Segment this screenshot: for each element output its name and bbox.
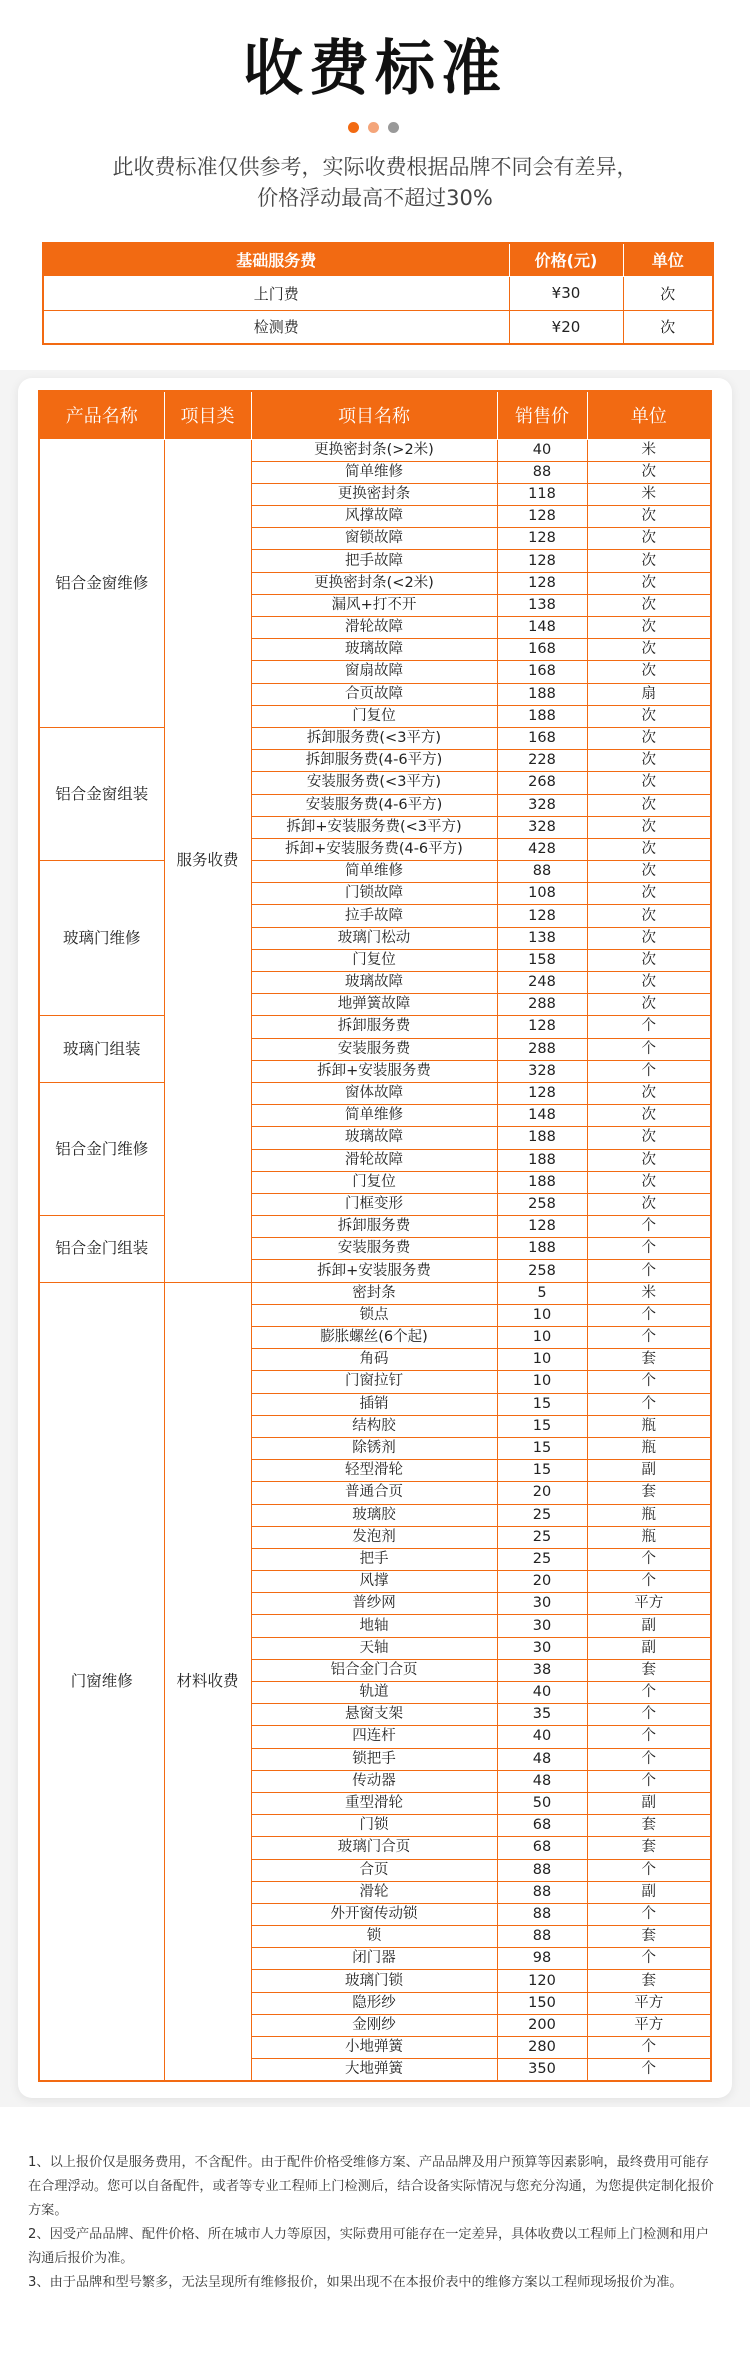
- item-name-cell: 更换密封条(>2米): [251, 439, 497, 461]
- price-cell: 40: [497, 439, 587, 461]
- item-name-cell: 滑轮: [251, 1881, 497, 1903]
- item-name-cell: 玻璃门松动: [251, 927, 497, 949]
- product-name-cell: 铝合金窗组装: [39, 727, 164, 860]
- item-name-cell: 门复位: [251, 1171, 497, 1193]
- unit-cell: 副: [587, 1460, 711, 1482]
- item-name-cell: 玻璃故障: [251, 972, 497, 994]
- item-name-cell: 窗体故障: [251, 1082, 497, 1104]
- item-name-cell: 拆卸+安装服务费(<3平方): [251, 816, 497, 838]
- price-cell: 68: [497, 1815, 587, 1837]
- notes-section: [0, 2107, 750, 2353]
- price-cell: 88: [497, 1859, 587, 1881]
- unit-cell: 次: [587, 550, 711, 572]
- unit-cell: 个: [587, 1948, 711, 1970]
- item-name-cell: 滑轮故障: [251, 617, 497, 639]
- price-cell: 128: [497, 1016, 587, 1038]
- item-name-cell: 门锁: [251, 1815, 497, 1837]
- item-name-cell: 简单维修: [251, 461, 497, 483]
- item-name-cell: 大地弹簧: [251, 2059, 497, 2081]
- unit-cell: 次: [587, 1193, 711, 1215]
- item-name-cell: 拆卸服务费: [251, 1016, 497, 1038]
- item-name-cell: 天轴: [251, 1637, 497, 1659]
- unit-cell: 个: [587, 1726, 711, 1748]
- table-row: [43, 310, 713, 344]
- item-name-cell: 轻型滑轮: [251, 1460, 497, 1482]
- unit-cell: 米: [587, 439, 711, 461]
- unit-cell: 瓶: [587, 1526, 711, 1548]
- item-name-cell: 拆卸+安装服务费: [251, 1260, 497, 1282]
- price-cell: 15: [497, 1437, 587, 1459]
- table-row: [43, 276, 713, 310]
- basic-col-service: 基础服务费: [43, 243, 509, 276]
- product-name-cell: 铝合金门组装: [39, 1216, 164, 1283]
- unit-cell: 次: [587, 1127, 711, 1149]
- item-name-cell: 门框变形: [251, 1193, 497, 1215]
- price-cell: 148: [497, 617, 587, 639]
- price-cell: 10: [497, 1371, 587, 1393]
- unit-cell: 个: [587, 1393, 711, 1415]
- unit-cell: 平方: [587, 2014, 711, 2036]
- price-cell: 280: [497, 2037, 587, 2059]
- price-cell: 48: [497, 1770, 587, 1792]
- price-cell: 88: [497, 1903, 587, 1925]
- unit-cell: 次: [587, 750, 711, 772]
- category-cell: 服务收费: [164, 439, 251, 1282]
- unit-cell: 个: [587, 1216, 711, 1238]
- item-name-cell: 轨道: [251, 1682, 497, 1704]
- unit-cell: 次: [587, 1149, 711, 1171]
- item-name-cell: 地弹簧故障: [251, 994, 497, 1016]
- unit-cell: 个: [587, 1770, 711, 1792]
- price-cell: 128: [497, 528, 587, 550]
- item-name-cell: 把手故障: [251, 550, 497, 572]
- basic-cell-service: 上门费: [43, 276, 509, 310]
- note-item: 2、因受产品品牌、配件价格、所在城市人力等原因，实际费用可能存在一定差异，具体收费以工程师上门检测和用户沟通后报价为准。: [28, 2227, 709, 2266]
- item-name-cell: 闭门器: [251, 1948, 497, 1970]
- item-name-cell: 安装服务费(4-6平方): [251, 794, 497, 816]
- col-product-name: 产品名称: [39, 391, 164, 439]
- unit-cell: 个: [587, 1060, 711, 1082]
- price-cell: 108: [497, 883, 587, 905]
- price-cell: 228: [497, 750, 587, 772]
- unit-cell: 次: [587, 617, 711, 639]
- unit-cell: 次: [587, 794, 711, 816]
- item-name-cell: 简单维修: [251, 1105, 497, 1127]
- price-cell: 68: [497, 1837, 587, 1859]
- item-name-cell: 门复位: [251, 705, 497, 727]
- unit-cell: 个: [587, 1304, 711, 1326]
- item-name-cell: 结构胶: [251, 1415, 497, 1437]
- unit-cell: 平方: [587, 1593, 711, 1615]
- price-cell: 5: [497, 1282, 587, 1304]
- price-cell: 10: [497, 1304, 587, 1326]
- item-name-cell: 把手: [251, 1548, 497, 1570]
- price-cell: 15: [497, 1415, 587, 1437]
- item-name-cell: 悬窗支架: [251, 1704, 497, 1726]
- item-name-cell: 角码: [251, 1349, 497, 1371]
- price-cell: 40: [497, 1682, 587, 1704]
- table-row: [39, 1282, 711, 1304]
- unit-cell: 个: [587, 1371, 711, 1393]
- price-cell: 128: [497, 550, 587, 572]
- unit-cell: 次: [587, 506, 711, 528]
- price-cell: 38: [497, 1659, 587, 1681]
- unit-cell: 个: [587, 1704, 711, 1726]
- note-item: 3、由于品牌和型号繁多，无法呈现所有维修报价，如果出现不在本报价表中的维修方案以工程师现场报价为准。: [28, 2275, 683, 2290]
- item-name-cell: 门复位: [251, 949, 497, 971]
- unit-cell: 次: [587, 594, 711, 616]
- price-cell: 258: [497, 1260, 587, 1282]
- item-name-cell: 外开窗传动锁: [251, 1903, 497, 1925]
- item-name-cell: 安装服务费: [251, 1038, 497, 1060]
- item-name-cell: 门锁故障: [251, 883, 497, 905]
- unit-cell: 个: [587, 1748, 711, 1770]
- unit-cell: 瓶: [587, 1437, 711, 1459]
- item-name-cell: 发泡剂: [251, 1526, 497, 1548]
- item-name-cell: 隐形纱: [251, 1992, 497, 2014]
- item-name-cell: 更换密封条: [251, 483, 497, 505]
- price-cell: 128: [497, 1216, 587, 1238]
- col-category: 项目类: [164, 391, 251, 439]
- item-name-cell: 拆卸服务费: [251, 1216, 497, 1238]
- unit-cell: 副: [587, 1881, 711, 1903]
- item-name-cell: 安装服务费: [251, 1238, 497, 1260]
- unit-cell: 套: [587, 1815, 711, 1837]
- unit-cell: 副: [587, 1615, 711, 1637]
- unit-cell: 个: [587, 1571, 711, 1593]
- basic-fee-table: [42, 242, 714, 345]
- item-name-cell: 锁把手: [251, 1748, 497, 1770]
- price-cell: 128: [497, 905, 587, 927]
- price-cell: 20: [497, 1482, 587, 1504]
- price-cell: 168: [497, 639, 587, 661]
- unit-cell: 套: [587, 1482, 711, 1504]
- item-name-cell: 更换密封条(<2米): [251, 572, 497, 594]
- item-name-cell: 玻璃胶: [251, 1504, 497, 1526]
- price-cell: 10: [497, 1327, 587, 1349]
- unit-cell: 次: [587, 927, 711, 949]
- intro-line-2: 价格浮动最高不超过30%: [257, 186, 493, 210]
- item-name-cell: 膨胀螺丝(6个起): [251, 1327, 497, 1349]
- price-cell: 328: [497, 1060, 587, 1082]
- price-cell: 25: [497, 1526, 587, 1548]
- price-cell: 288: [497, 1038, 587, 1060]
- price-cell: 258: [497, 1193, 587, 1215]
- price-cell: 25: [497, 1548, 587, 1570]
- price-cell: 128: [497, 572, 587, 594]
- basic-col-price: 价格(元): [509, 243, 623, 276]
- unit-cell: 米: [587, 483, 711, 505]
- unit-cell: 个: [587, 1038, 711, 1060]
- item-name-cell: 锁: [251, 1926, 497, 1948]
- price-cell: 350: [497, 2059, 587, 2081]
- price-cell: 128: [497, 1082, 587, 1104]
- unit-cell: 次: [587, 994, 711, 1016]
- item-name-cell: 铝合金门合页: [251, 1659, 497, 1681]
- price-table-header: [39, 391, 711, 439]
- item-name-cell: 风撑故障: [251, 506, 497, 528]
- item-name-cell: 普纱网: [251, 1593, 497, 1615]
- dot-orange: [348, 122, 359, 133]
- unit-cell: 个: [587, 1238, 711, 1260]
- intro-text: [0, 152, 750, 214]
- item-name-cell: 合页: [251, 1859, 497, 1881]
- table-row: [39, 1216, 711, 1238]
- intro-line-1: 此收费标准仅供参考，实际收费根据品牌不同会有差异，: [112, 155, 638, 179]
- price-cell: 428: [497, 838, 587, 860]
- unit-cell: 个: [587, 1903, 711, 1925]
- price-cell: 48: [497, 1748, 587, 1770]
- price-cell: 188: [497, 705, 587, 727]
- item-name-cell: 玻璃门合页: [251, 1837, 497, 1859]
- price-cell: 118: [497, 483, 587, 505]
- price-cell: 30: [497, 1637, 587, 1659]
- item-name-cell: 拆卸服务费(4-6平方): [251, 750, 497, 772]
- product-name-cell: 铝合金窗维修: [39, 439, 164, 727]
- price-cell: 20: [497, 1571, 587, 1593]
- price-cell: 188: [497, 683, 587, 705]
- basic-cell-unit: 次: [623, 276, 713, 310]
- unit-cell: 次: [587, 1171, 711, 1193]
- unit-cell: 次: [587, 772, 711, 794]
- price-cell: 88: [497, 1926, 587, 1948]
- price-cell: 168: [497, 727, 587, 749]
- unit-cell: 次: [587, 905, 711, 927]
- unit-cell: 次: [587, 1105, 711, 1127]
- price-cell: 128: [497, 506, 587, 528]
- item-name-cell: 简单维修: [251, 861, 497, 883]
- unit-cell: 扇: [587, 683, 711, 705]
- price-cell: 328: [497, 794, 587, 816]
- table-row: [39, 727, 711, 749]
- basic-table-header: [43, 243, 713, 276]
- price-cell: 248: [497, 972, 587, 994]
- unit-cell: 套: [587, 1970, 711, 1992]
- table-row: [39, 1016, 711, 1038]
- product-name-cell: 玻璃门维修: [39, 861, 164, 1016]
- unit-cell: 副: [587, 1637, 711, 1659]
- item-name-cell: 拆卸+安装服务费: [251, 1060, 497, 1082]
- price-cell: 188: [497, 1238, 587, 1260]
- unit-cell: 个: [587, 1682, 711, 1704]
- price-cell: 188: [497, 1171, 587, 1193]
- unit-cell: 瓶: [587, 1504, 711, 1526]
- product-name-cell: 玻璃门组装: [39, 1016, 164, 1083]
- dot-gray: [388, 122, 399, 133]
- unit-cell: 次: [587, 1082, 711, 1104]
- unit-cell: 次: [587, 461, 711, 483]
- price-cell: 30: [497, 1615, 587, 1637]
- price-cell: 88: [497, 861, 587, 883]
- price-cell: 25: [497, 1504, 587, 1526]
- unit-cell: 个: [587, 2037, 711, 2059]
- unit-cell: 次: [587, 639, 711, 661]
- price-cell: 88: [497, 461, 587, 483]
- table-row: [39, 861, 711, 883]
- item-name-cell: 拉手故障: [251, 905, 497, 927]
- item-name-cell: 玻璃故障: [251, 1127, 497, 1149]
- unit-cell: 次: [587, 727, 711, 749]
- price-cell: 148: [497, 1105, 587, 1127]
- price-cell: 188: [497, 1149, 587, 1171]
- unit-cell: 次: [587, 816, 711, 838]
- price-cell: 168: [497, 661, 587, 683]
- price-cell: 40: [497, 1726, 587, 1748]
- item-name-cell: 地轴: [251, 1615, 497, 1637]
- item-name-cell: 玻璃故障: [251, 639, 497, 661]
- item-name-cell: 拆卸+安装服务费(4-6平方): [251, 838, 497, 860]
- item-name-cell: 窗锁故障: [251, 528, 497, 550]
- item-name-cell: 玻璃门锁: [251, 1970, 497, 1992]
- item-name-cell: 漏风+打不开: [251, 594, 497, 616]
- item-name-cell: 窗扇故障: [251, 661, 497, 683]
- unit-cell: 次: [587, 838, 711, 860]
- item-name-cell: 门窗拉钉: [251, 1371, 497, 1393]
- basic-cell-price: ¥20: [509, 310, 623, 344]
- col-price: 销售价: [497, 391, 587, 439]
- item-name-cell: 合页故障: [251, 683, 497, 705]
- unit-cell: 个: [587, 1859, 711, 1881]
- price-cell: 150: [497, 1992, 587, 2014]
- notes-list: [28, 2151, 722, 2295]
- unit-cell: 个: [587, 1016, 711, 1038]
- basic-cell-price: ¥30: [509, 276, 623, 310]
- price-cell: 288: [497, 994, 587, 1016]
- unit-cell: 套: [587, 1659, 711, 1681]
- basic-cell-service: 检测费: [43, 310, 509, 344]
- price-cell: 88: [497, 1881, 587, 1903]
- unit-cell: 套: [587, 1349, 711, 1371]
- basic-col-unit: 单位: [623, 243, 713, 276]
- unit-cell: 次: [587, 528, 711, 550]
- unit-cell: 个: [587, 2059, 711, 2081]
- item-name-cell: 安装服务费(<3平方): [251, 772, 497, 794]
- price-table: [38, 390, 712, 2082]
- unit-cell: 次: [587, 972, 711, 994]
- price-cell: 35: [497, 1704, 587, 1726]
- price-cell: 138: [497, 594, 587, 616]
- unit-cell: 瓶: [587, 1415, 711, 1437]
- price-cell: 158: [497, 949, 587, 971]
- note-item: 1、以上报价仅是服务费用，不含配件。由于配件价格受维修方案、产品品牌及用户预算等因素影响，最终费用可能存在合理浮动。您可以自备配件，或者等专业工程师上门检测后，结合设备实际情况与您充分沟通，为您提供定制化报价方案。: [28, 2155, 714, 2218]
- unit-cell: 个: [587, 1548, 711, 1570]
- item-name-cell: 普通合页: [251, 1482, 497, 1504]
- unit-cell: 套: [587, 1926, 711, 1948]
- price-cell: 15: [497, 1393, 587, 1415]
- unit-cell: 套: [587, 1837, 711, 1859]
- col-item-name: 项目名称: [251, 391, 497, 439]
- col-unit: 单位: [587, 391, 711, 439]
- table-row: [39, 1082, 711, 1104]
- item-name-cell: 重型滑轮: [251, 1792, 497, 1814]
- item-name-cell: 风撑: [251, 1571, 497, 1593]
- item-name-cell: 锁点: [251, 1304, 497, 1326]
- item-name-cell: 金刚纱: [251, 2014, 497, 2036]
- unit-cell: 次: [587, 861, 711, 883]
- unit-cell: 平方: [587, 1992, 711, 2014]
- product-name-cell: 门窗维修: [39, 1282, 164, 2081]
- unit-cell: 个: [587, 1327, 711, 1349]
- product-name-cell: 铝合金门维修: [39, 1082, 164, 1215]
- unit-cell: 个: [587, 1260, 711, 1282]
- unit-cell: 米: [587, 1282, 711, 1304]
- price-cell: 10: [497, 1349, 587, 1371]
- decorative-dots: [348, 122, 408, 134]
- item-name-cell: 四连杆: [251, 1726, 497, 1748]
- item-name-cell: 滑轮故障: [251, 1149, 497, 1171]
- item-name-cell: 除锈剂: [251, 1437, 497, 1459]
- price-cell: 268: [497, 772, 587, 794]
- item-name-cell: 传动器: [251, 1770, 497, 1792]
- item-name-cell: 小地弹簧: [251, 2037, 497, 2059]
- price-cell: 138: [497, 927, 587, 949]
- item-name-cell: 插销: [251, 1393, 497, 1415]
- table-row: [39, 439, 711, 461]
- item-name-cell: 密封条: [251, 1282, 497, 1304]
- price-cell: 15: [497, 1460, 587, 1482]
- price-cell: 98: [497, 1948, 587, 1970]
- price-cell: 200: [497, 2014, 587, 2036]
- category-cell: 材料收费: [164, 1282, 251, 2081]
- price-cell: 50: [497, 1792, 587, 1814]
- unit-cell: 次: [587, 572, 711, 594]
- dot-peach: [368, 122, 379, 133]
- price-cell: 188: [497, 1127, 587, 1149]
- unit-cell: 次: [587, 661, 711, 683]
- unit-cell: 副: [587, 1792, 711, 1814]
- unit-cell: 次: [587, 949, 711, 971]
- price-cell: 30: [497, 1593, 587, 1615]
- price-cell: 328: [497, 816, 587, 838]
- price-cell: 120: [497, 1970, 587, 1992]
- basic-cell-unit: 次: [623, 310, 713, 344]
- page-title: 收费标准: [243, 34, 507, 104]
- unit-cell: 次: [587, 705, 711, 727]
- unit-cell: 次: [587, 883, 711, 905]
- item-name-cell: 拆卸服务费(<3平方): [251, 727, 497, 749]
